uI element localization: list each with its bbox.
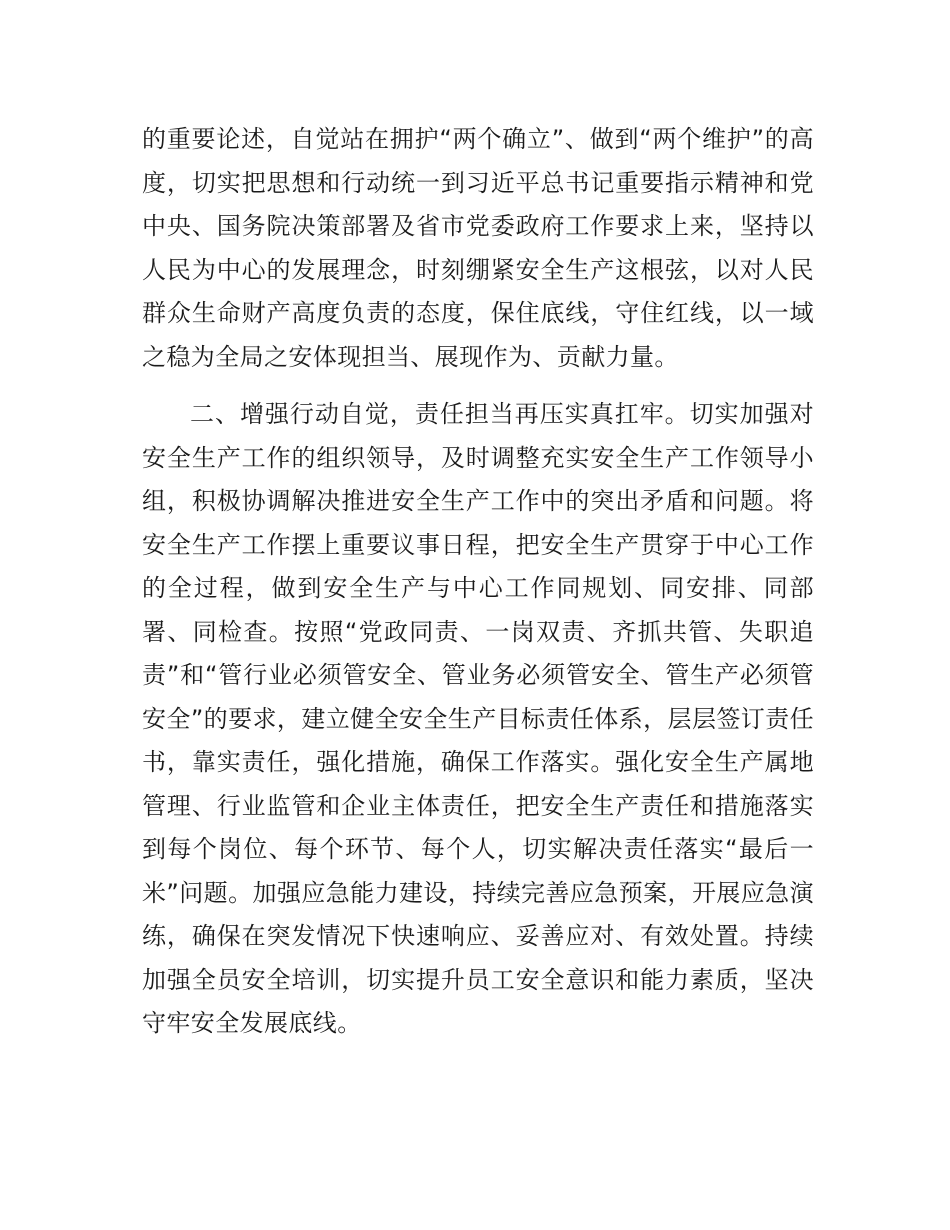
document-body <box>142 118 814 1046</box>
paragraph-section-two: 二、增强行动自觉，责任担当再压实真扛牢。切实加强对安全生产工作的组织领导，及时调整充实安全生产工作领导小组，积极协调解决推进安全生产工作中的突出矛盾和问题。将安全生产工作摆上重要议事日程，把安全生产贯穿于中心工作的全过程，做到安全生产与中心工作同规划、同安排、同部署、同检查。按照“党政同责、一岗双责、齐抓共管、失职追责”和“管行业必须管安全、管业务必须管安全、管生产必须管安全”的要求，建立健全安全生产目标责任体系，层层签订责任书，靠实责任，强化措施，确保工作落实。强化安全生产属地管理、行业监管和企业主体责任，把安全生产责任和措施落实到每个岗位、每个环节、每个人，切实解决责任落实“最后一米”问题。加强应急能力建设，持续完善应急预案，开展应急演练，确保在突发情况下快速响应、妥善应对、有效处置。持续加强全员安全培训，切实提升员工安全意识和能力素质，坚决守牢安全发展底线。 <box>142 400 814 1037</box>
paragraph-continuation: 的重要论述，自觉站在拥护“两个确立”、做到“两个维护”的高度，切实把思想和行动统一到习近平总书记重要指示精神和党中央、国务院决策部署及省市党委政府工作要求上来，坚持以人民为中心的发展理念，时刻绷紧安全生产这根弦，以对人民群众生命财产高度负责的态度，保住底线，守住红线，以一域之稳为全局之安体现担当、展现作为、贡献力量。 <box>142 125 814 371</box>
